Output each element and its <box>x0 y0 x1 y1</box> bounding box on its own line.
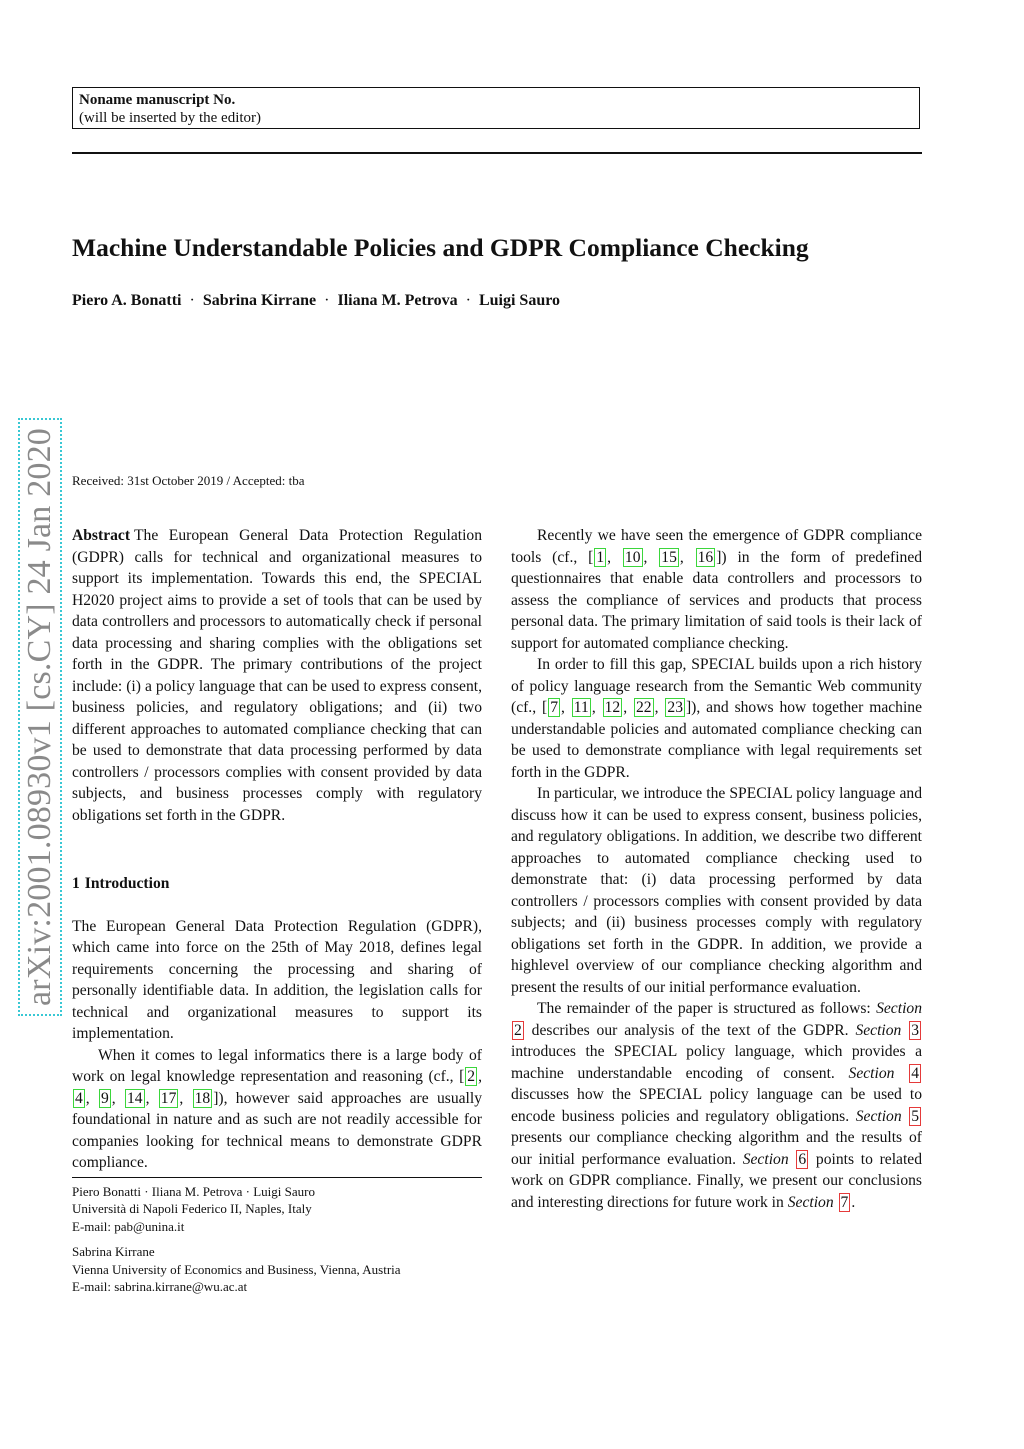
section-ref-link[interactable]: 5 <box>911 1107 920 1125</box>
citation-link[interactable]: 17 <box>160 1089 177 1107</box>
arxiv-id: arXiv:2001.08930v1 [cs.CY] 24 Jan 2020 <box>21 428 58 1006</box>
citation-link[interactable]: 16 <box>697 548 714 566</box>
citation-link[interactable]: 10 <box>624 548 641 566</box>
affiliation-authors: Piero Bonatti · Iliana M. Petrova · Luigi Sauro <box>72 1184 315 1199</box>
citation-link[interactable]: 11 <box>573 699 589 716</box>
section-title: Introduction <box>84 875 170 892</box>
affiliation-block <box>72 1183 492 1235</box>
intro-paragraph-3: Recently we have seen the emergence of GDPR compliance tools (cf., [ 1 , 10 , 15 , 16 ]) in the form of predefined questionnaires that enable data controllers and processors to assess the compliance of services and products that process personal data. The primary limitation of said tools is their lack of support for automated compliance checking. <box>511 527 923 652</box>
affiliation-block <box>72 1243 492 1295</box>
citation-link[interactable]: 18 <box>194 1089 211 1107</box>
left-column <box>72 525 482 1174</box>
citation-link[interactable]: 14 <box>127 1089 143 1107</box>
citation-link[interactable]: 12 <box>604 699 621 716</box>
intro-paragraph-2: When it comes to legal informatics there is a large body of work on legal knowledge representation and reasoning (cf., [ 2 , 4 , 9 , 14 , 17 , 18 ]), however said approaches are usually foundational in nature and as such are not readily accessible for companies looking for technical means to demonstrate GDPR compliance. <box>72 1046 482 1171</box>
header-rule <box>72 152 922 154</box>
citation-link[interactable]: 4 <box>75 1089 83 1107</box>
affiliation-institution: Università di Napoli Federico II, Naples, Italy <box>72 1201 312 1217</box>
affiliation-institution: Vienna University of Economics and Business, Vienna, Austria <box>72 1261 401 1277</box>
affiliation-email[interactable]: E-mail: pab@unina.it <box>72 1218 185 1234</box>
author-name: Luigi Sauro <box>478 292 561 309</box>
citation-link[interactable]: 9 <box>101 1089 109 1107</box>
citation-link[interactable]: 2 <box>467 1068 476 1085</box>
citation-link[interactable]: 22 <box>636 699 652 716</box>
manuscript-number-label: Noname manuscript No. <box>79 92 236 108</box>
section-ref-link[interactable]: 2 <box>514 1021 522 1039</box>
author-list <box>72 292 560 310</box>
paper-title: Machine Understandable Policies and GDPR Compliance Checking <box>72 233 809 262</box>
arxiv-stamp-link[interactable] <box>18 418 62 1016</box>
affiliation-authors: Sabrina Kirrane <box>72 1244 155 1260</box>
section-heading-introduction <box>72 873 482 895</box>
intro-paragraph-4: In order to fill this gap, SPECIAL builds upon a rich history of policy language research from the Semantic Web community (cf., [ 7 , 11 , 12 , 22 , 23 ]), and shows how together machine understandable policies and automated compliance checking can be used to demonstrate compliance with legal requirements set forth in the GDPR. <box>511 656 923 781</box>
intro-paragraph-5: In particular, we introduce the SPECIAL policy language and discuss how it can be used to express consent, business policies, and regulatory obligations. In addition, we describe two different approaches to automated compliance checking used to demonstrate that: (i) data processing performed by data controllers / processors complies with consent provided by data subjects; and (ii) business processes comply with regulatory obligations set forth in the GDPR. In addition, we provide a highlevel overview of our compliance checking algorithm and present the results of our initial performance evaluation. <box>511 785 922 996</box>
section-ref-link[interactable]: 7 <box>840 1193 849 1211</box>
manuscript-header-box <box>72 87 920 129</box>
abstract <box>72 525 482 826</box>
author-separator: · <box>465 292 471 309</box>
author-separator: · <box>189 292 195 309</box>
section-ref-link[interactable]: 6 <box>798 1150 807 1168</box>
author-separator: · <box>324 292 330 309</box>
abstract-label: Abstract <box>72 527 131 544</box>
section-ref-link[interactable]: 4 <box>911 1064 919 1082</box>
author-name: Sabrina Kirrane <box>202 292 317 309</box>
author-name: Iliana M. Petrova <box>337 292 458 309</box>
section-number: 1 <box>72 875 80 892</box>
footnote-rule <box>72 1177 482 1178</box>
affiliation-email[interactable]: E-mail: sabrina.kirrane@wu.ac.at <box>72 1279 248 1295</box>
citation-link[interactable]: 23 <box>667 699 683 716</box>
editor-note: (will be inserted by the editor) <box>79 110 262 126</box>
section-ref-link[interactable]: 3 <box>911 1021 920 1039</box>
citation-link[interactable]: 7 <box>550 699 558 716</box>
citation-link[interactable]: 1 <box>596 548 605 566</box>
received-date: Received: 31st October 2019 / Accepted: tba <box>72 473 305 488</box>
intro-paragraph-1: The European General Data Protection Regulation (GDPR), which came into force on the 25th of May 2018, defines legal requirements concerning the processing and sharing of personally identifiable data. In addition, the legislation calls for technical and organizational measures to support its implementation. <box>72 917 482 1042</box>
citation-link[interactable]: 15 <box>661 548 677 566</box>
intro-paragraph-6: The remainder of the paper is structured as follows: Section 2 describes our analysis of the text of the GDPR. Section 3 introduces the SPECIAL policy language, which provides a machine understandable encoding of consent. Section 4 discusses how the SPECIAL policy language can be used to encode business policies and regulatory obligations. Section 5 presents our compliance checking algorithm and the results of our initial performance evaluation. Section 6 points to related work on GDPR compliance. Finally, we present our conclusions and interesting directions for future work in Section 7 . <box>511 1000 923 1211</box>
abstract-text: The European General Data Protection Regulation (GDPR) calls for technical and organizational measures to support its implementation. Towards this end, the SPECIAL H2020 project aims to provide a set of tools that can be used by data controllers and processors to automatically check if personal data processing and sharing complies with the obligations set forth in the GDPR. The primary contributions of the project include: (i) a policy language that can be used to express consent, business policies, and regulatory obligations; and (ii) two different approaches to automated compliance checking that can be used to demonstrate that data processing performed by data controllers / processors complies with consent provided by data subjects, and business processes comply with regulatory obligations set forth in the GDPR. <box>72 527 482 824</box>
right-column <box>511 525 922 1213</box>
author-affiliations <box>72 1183 492 1303</box>
author-name: Piero A. Bonatti <box>72 292 182 309</box>
